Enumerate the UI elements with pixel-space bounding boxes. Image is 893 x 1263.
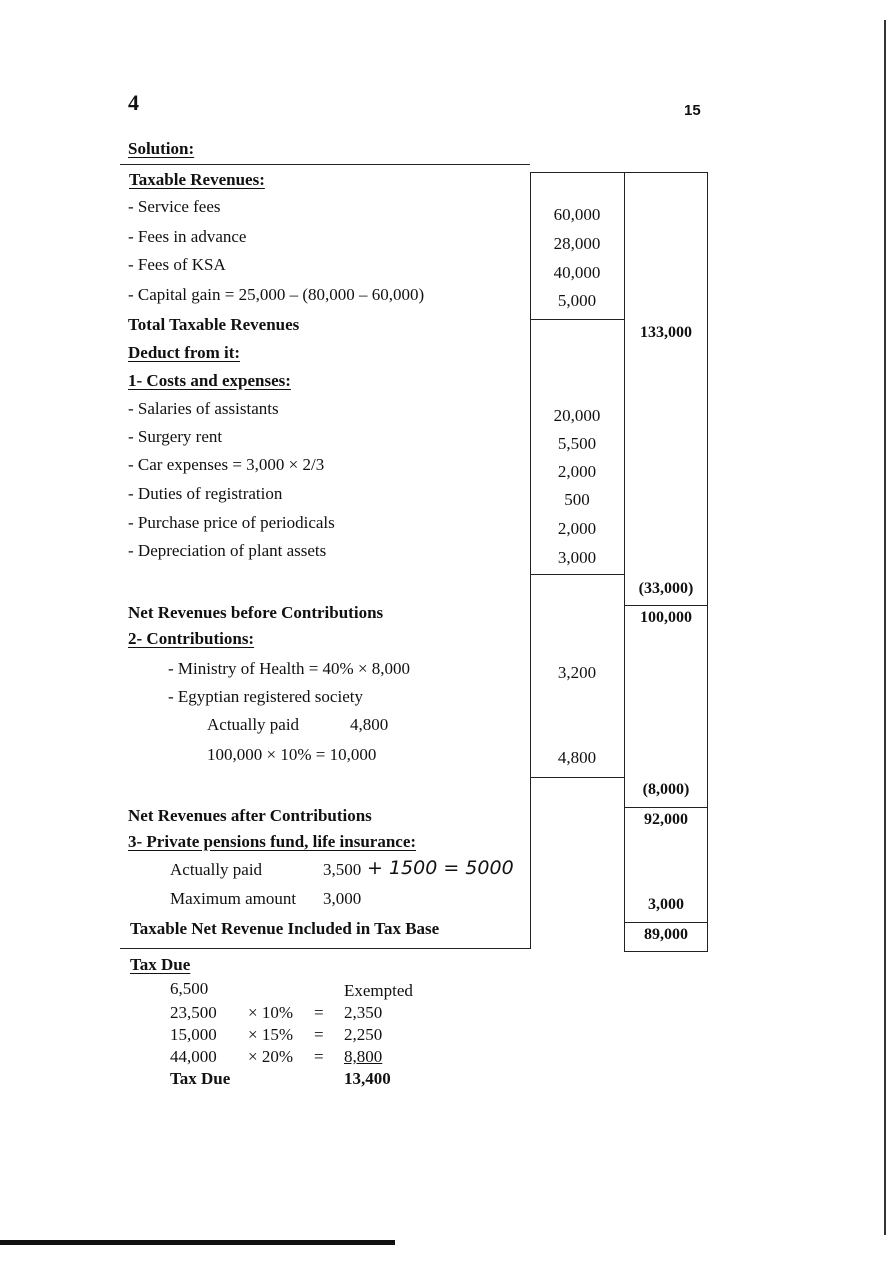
- net-before-label: Net Revenues before Contributions: [128, 603, 384, 622]
- costs-heading: 1- Costs and expenses:: [128, 371, 291, 390]
- total-line-1: [625, 605, 708, 606]
- contributions-total: (8,000): [642, 781, 690, 798]
- cost-label: - Car expenses = 3,000 × 2/3: [128, 455, 325, 474]
- tax-equals: =: [314, 1003, 324, 1022]
- table-top-line-right: [530, 172, 708, 173]
- revenue-label: - Fees in advance: [128, 227, 247, 246]
- ministry-label: - Ministry of Health = 40% × 8,000: [168, 659, 411, 678]
- page-number: 15: [684, 102, 701, 119]
- tax-total-label: Tax Due: [170, 1069, 231, 1088]
- column-divider-1: [530, 172, 531, 949]
- tax-base: 6,500: [170, 979, 209, 998]
- subtotal-line-2: [531, 574, 624, 575]
- tax-rate: × 20%: [248, 1047, 293, 1066]
- total-revenues-label: Total Taxable Revenues: [128, 315, 300, 334]
- actually-paid-value: 4,800: [350, 715, 389, 734]
- revenue-label: - Fees of KSA: [128, 255, 226, 274]
- tax-due-table: [170, 976, 419, 1090]
- taxable-net-label: Taxable Net Revenue Included in Tax Base: [130, 919, 440, 938]
- tax-result: 8,800: [344, 1047, 383, 1066]
- handwritten-note: + 1500 = 5000: [367, 857, 514, 879]
- revenues-heading: Taxable Revenues:: [129, 170, 265, 189]
- total-line-3: [625, 922, 708, 923]
- tax-base: 23,500: [170, 1003, 217, 1022]
- ministry-amount: 3,200: [557, 663, 597, 682]
- tax-result: Exempted: [344, 981, 413, 1000]
- cost-amount: 2,000: [557, 462, 597, 481]
- table-top-line: [120, 164, 530, 165]
- tax-total-row: [170, 1068, 419, 1090]
- revenue-amount: 5,000: [557, 291, 597, 310]
- cost-amount: 500: [564, 490, 590, 509]
- tax-rate: [248, 976, 314, 1002]
- costs-total: (33,000): [638, 580, 694, 597]
- tax-equals: =: [314, 1025, 324, 1044]
- cost-label: - Depreciation of plant assets: [128, 541, 327, 560]
- net-after-amount: 92,000: [644, 811, 688, 828]
- total-revenues-amount: 133,000: [640, 324, 692, 341]
- revenue-amount: 40,000: [553, 263, 601, 282]
- page-edge-line: [884, 20, 886, 1235]
- tax-result: 2,350: [344, 1003, 383, 1022]
- revenue-label: - Service fees: [128, 197, 221, 216]
- pension-amount: 3,000: [648, 896, 684, 913]
- revenue-amount: 60,000: [553, 205, 601, 224]
- tax-row: [170, 1002, 419, 1024]
- chapter-number: 4: [128, 90, 139, 115]
- cost-amount: 2,000: [557, 519, 597, 538]
- society-label: - Egyptian registered society: [168, 687, 363, 706]
- pension-heading: 3- Private pensions fund, life insurance:: [128, 832, 417, 851]
- revenue-label: - Capital gain = 25,000 – (80,000 – 60,000): [128, 285, 425, 304]
- cost-amount: 3,000: [557, 548, 597, 567]
- tax-row: [170, 1024, 419, 1046]
- column-divider-2: [624, 172, 625, 952]
- cost-amount: 20,000: [553, 406, 601, 425]
- tax-equals: [314, 976, 344, 1002]
- net-before-amount: 100,000: [640, 609, 692, 626]
- column-divider-3: [707, 172, 708, 952]
- tax-row: [170, 1046, 419, 1068]
- cost-label: - Salaries of assistants: [128, 399, 279, 418]
- cost-label: - Surgery rent: [128, 427, 223, 446]
- tax-equals: =: [314, 1047, 324, 1066]
- table-bottom-line-right: [624, 951, 708, 952]
- cost-label: - Duties of registration: [128, 484, 283, 503]
- taxable-net-amount: 89,000: [644, 926, 688, 943]
- pension-paid-label: Actually paid: [170, 860, 263, 879]
- subtotal-line-3: [531, 777, 624, 778]
- scan-bottom-bar: [0, 1240, 395, 1245]
- tax-rate: × 10%: [248, 1003, 293, 1022]
- tax-row: [170, 976, 419, 1002]
- pension-paid-value: 3,500: [323, 860, 362, 879]
- pension-max-value: 3,000: [323, 889, 362, 908]
- revenue-amount: 28,000: [553, 234, 601, 253]
- tax-base: 15,000: [170, 1025, 217, 1044]
- cost-label: - Purchase price of periodicals: [128, 513, 335, 532]
- tax-base: 44,000: [170, 1047, 217, 1066]
- tax-result: 2,250: [344, 1025, 383, 1044]
- net-after-label: Net Revenues after Contributions: [128, 806, 372, 825]
- tax-total-amount: 13,400: [344, 1069, 391, 1088]
- tax-rate: × 15%: [248, 1025, 293, 1044]
- total-line-2: [625, 807, 708, 808]
- solution-heading: Solution:: [128, 139, 195, 158]
- contributions-heading: 2- Contributions:: [128, 629, 255, 648]
- cost-amount: 5,500: [557, 434, 597, 453]
- tax-due-heading: Tax Due: [130, 955, 191, 974]
- actually-paid-label: Actually paid: [207, 715, 300, 734]
- pension-max-label: Maximum amount: [170, 889, 297, 908]
- subtotal-line-1: [531, 319, 624, 320]
- deduct-heading: Deduct from it:: [128, 343, 241, 362]
- society-amount: 4,800: [557, 748, 597, 767]
- limit-calculation: 100,000 × 10% = 10,000: [207, 745, 377, 764]
- table-bottom-line: [120, 948, 530, 949]
